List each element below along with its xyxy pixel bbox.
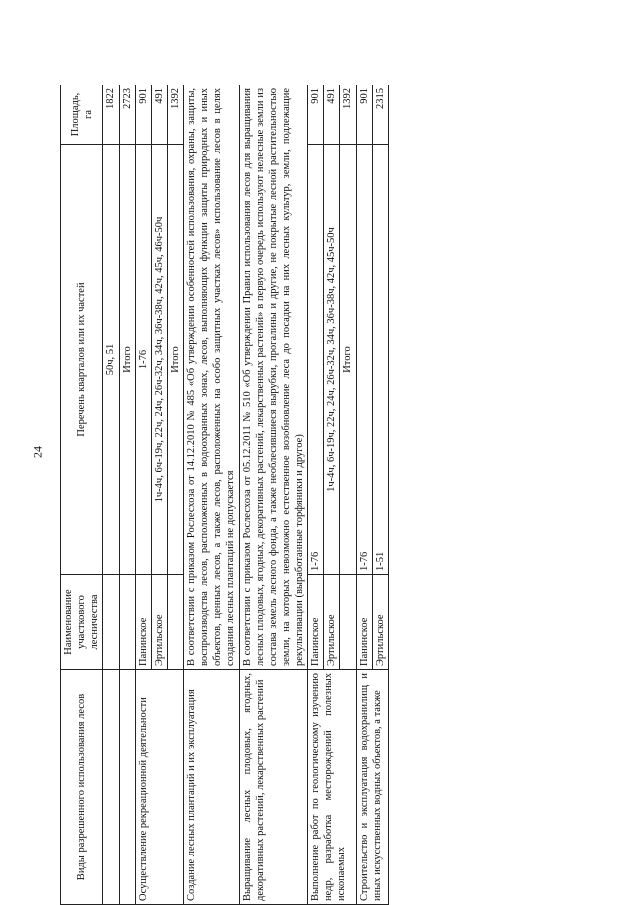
area-cell: 1392 <box>340 85 356 145</box>
quarters-cell: 1-76 <box>356 145 372 575</box>
header-quarters-list: Перечень кварталов или их частей <box>61 145 103 575</box>
area-cell: 2315 <box>372 85 388 145</box>
table-row <box>184 85 240 905</box>
forestry-cell: Панинское <box>135 575 151 670</box>
use-type-cell: Выращивание лесных плодовых, ягодных, декоративных растений, лекарственных растений <box>239 670 308 905</box>
area-cell: 1822 <box>103 85 119 145</box>
forest-use-table <box>60 85 389 905</box>
quarters-cell: 1-76 <box>308 145 324 575</box>
forestry-cell: Эртильское <box>324 575 340 670</box>
table-row <box>308 85 324 905</box>
forestry-cell: Эртильское <box>372 575 388 670</box>
use-type-cell: Создание лесных плантаций и их эксплуатация <box>184 670 240 905</box>
table-row <box>356 85 372 905</box>
header-area: Площадь, га <box>61 85 103 145</box>
area-cell: 901 <box>308 85 324 145</box>
quarters-cell: 1-76 <box>135 145 151 575</box>
area-cell: 1392 <box>167 85 183 145</box>
total-label: Итого <box>119 145 135 575</box>
total-label: Итого <box>167 145 183 575</box>
page-number: 24 <box>30 446 45 458</box>
quarters-cell: 1ч-4ч, 6ч-19ч, 22ч, 24ч, 26ч-32ч, 34ч, 36ч-38ч, 42ч, 45ч, 46ч-50ч <box>151 145 167 575</box>
area-cell: 491 <box>151 85 167 145</box>
area-cell: 2723 <box>119 85 135 145</box>
table-row <box>119 85 135 905</box>
table-row <box>239 85 308 905</box>
area-cell: 901 <box>356 85 372 145</box>
total-label: Итого <box>340 145 356 575</box>
area-cell: 901 <box>135 85 151 145</box>
rotated-page <box>60 85 550 905</box>
quarters-cell: 1-51 <box>372 145 388 575</box>
quarters-cell: 50ч, 51 <box>103 145 119 575</box>
regulation-note: В соответствии с приказом Рослесхоза от 05.12.2011 № 510 «Об утверждении Правил использования лесов для выращивания лесных плодовых, ягодных, декоративных растений, лекарственных растений» в первую очередь используют нелесные земли из состава земель лесного фонда, а также необлесившиеся вырубки, прогалины и другие, не покрытые лесной растительностью земли, на которых невозможно естественное возобновление леса до посадки на них лесных культур, земли, подлежащие рекультивации (выработанные торфяники и другое) <box>239 85 308 670</box>
header-use-type: Виды разрешенного использования лесов <box>61 670 103 905</box>
quarters-cell: 1ч-4ч, 6ч-19ч, 22ч, 24ч, 26ч-32ч, 34ч, 36ч-38ч, 42ч, 45ч-50ч <box>324 145 340 575</box>
forestry-cell: Панинское <box>308 575 324 670</box>
table-header-row <box>61 85 103 905</box>
use-type-cell: Осуществление рекреационной деятельности <box>135 670 183 905</box>
forestry-cell: Эртильское <box>151 575 167 670</box>
header-forestry-name: Наименование участкового лесничества <box>61 575 103 670</box>
table-row <box>103 85 119 905</box>
forestry-cell: Панинское <box>356 575 372 670</box>
use-type-cell: Строительство и эксплуатация водохранилищ и иных искусственных водных объектов, а также <box>356 670 388 905</box>
use-type-cell: Выполнение работ по геологическому изучению недр, разработка месторождений полезных ископаемых <box>308 670 356 905</box>
area-cell: 491 <box>324 85 340 145</box>
landscape-content <box>60 85 550 905</box>
table-row <box>135 85 151 905</box>
regulation-note: В соответствии с приказом Рослесхоза от 14.12.2010 № 485 «Об утверждении особенностей использования, охраны, защиты, воспроизводства лесов, расположенных в водоохранных зонах, лесов, выполняющих функции защиты природных и иных объектов, ценных лесов, а также лесов, расположенных на особо защитных участках лесов» использование лесов в целях создания лесных плантаций не допускается <box>184 85 240 670</box>
